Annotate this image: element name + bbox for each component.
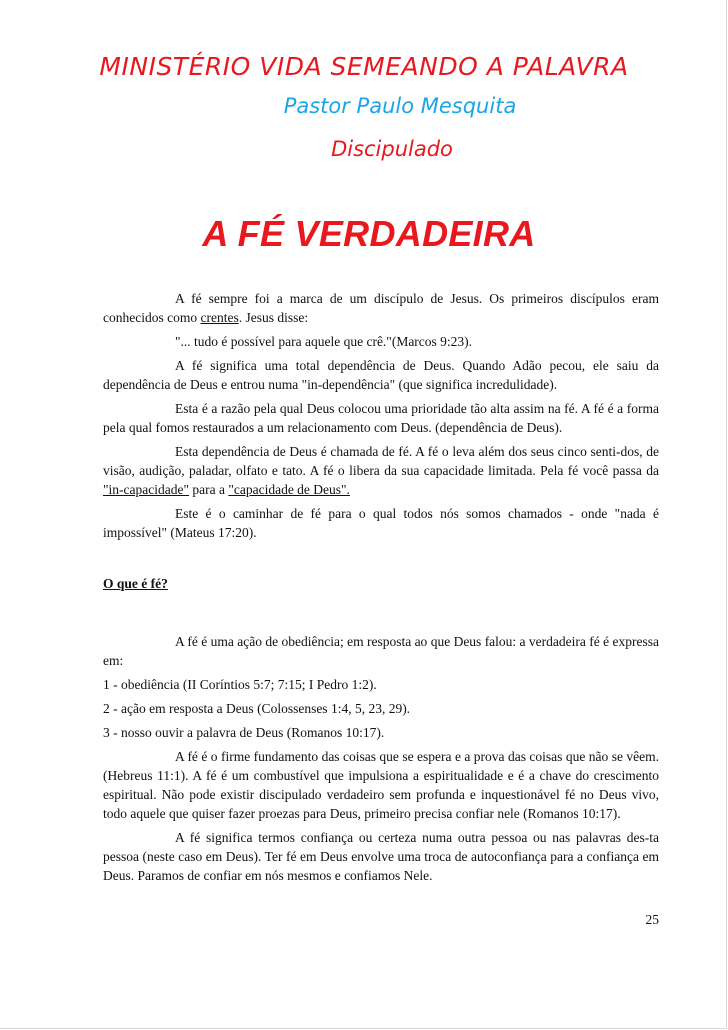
paragraph-7: A fé é uma ação de obediência; em resposta ao que Deus falou: a verdadeira fé é expressa em: [103,634,659,668]
page-number: 25 [645,912,659,927]
section-subtitle: O que é fé? [103,576,168,591]
paragraph-5 [103,442,659,499]
paragraph-5-mid: para a [188,482,229,497]
capacidade-de-deus-term: "capacidade de Deus". [228,482,350,497]
pastor-header: Pastor Paulo Mesquita [283,94,517,118]
ministry-header: MINISTÉRIO VIDA SEMEANDO A PALAVRA [99,52,629,81]
paragraph-3: A fé significa uma total dependência de Deus. Quando Adão pecou, ele saiu da dependência de Deus e entrou numa "in-dependência" (que significa incredulidade). [103,358,659,392]
paragraph-5-text: Esta dependência de Deus é chamada de fé. A fé o leva além dos seus cinco senti-dos, de visão, audição, paladar, olfato e tato. A fé o libera da sua capacidade limitada. Pela fé você passa da [103,444,659,478]
crentes-term: crentes [200,310,239,325]
document-body [103,289,659,890]
paragraph-1-end: . Jesus disse: [238,310,309,325]
paragraph-2-quote: "... tudo é possível para aquele que crê."(Marcos 9:23). [175,334,473,349]
paragraph-8: A fé é o firme fundamento das coisas que se espera e a prova das coisas que não se vêem. (Hebreus 11:1). A fé é um combustível que impulsiona a espiritualidade e é a chave do crescimento espiritual. Não pode existir discipulado verdadeiro sem profunda e inquestionável fé no Deus vivo, todo aquele que quiser fazer proezas para Deus, primeiro precisa confiar nele (Romanos 10:17). [103,749,659,821]
list-item-2: 2 - ação em resposta a Deus (Colossenses 1:4, 5, 23, 29). [103,701,411,716]
paragraph-9: A fé significa termos confiança ou certeza numa outra pessoa ou nas palavras des-ta pessoa (neste caso em Deus). Ter fé em Deus envolve uma troca de autoconfiança para a confiança em Deus. Paramos de confiar em nós mesmos e confiamos Nele. [103,830,659,883]
paragraph-6: Este é o caminhar de fé para o qual todos nós somos chamados - onde "nada é impossível" (Mateus 17:20). [103,506,659,540]
paragraph-1 [103,289,659,327]
list-item-1: 1 - obediência (II Coríntios 5:7; 7:15; I Pedro 1:2). [103,677,377,692]
paragraph-1-text: A fé sempre foi a marca de um discípulo de Jesus. Os primeiros discípulos eram conhecidos como [103,291,659,325]
in-capacidade-term: "in-capacidade" [103,482,189,497]
paragraph-4: Esta é a razão pela qual Deus colocou uma prioridade tão alta assim na fé. A fé é a forma pela qual fomos restaurados a um relacionamento com Deus. (dependência de Deus). [103,401,659,435]
section-header: Discipulado [331,137,453,161]
list-item-3: 3 - nosso ouvir a palavra de Deus (Romanos 10:17). [103,725,385,740]
page-title: A FÉ VERDADEIRA [202,213,536,254]
